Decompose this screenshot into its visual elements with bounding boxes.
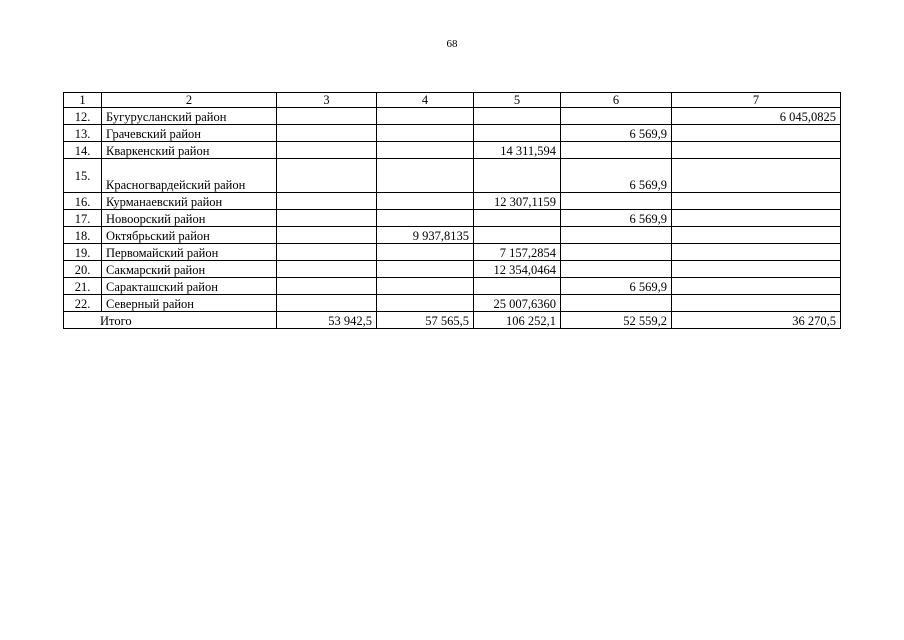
district-name: Грачевский район bbox=[102, 125, 277, 142]
row-number: 21. bbox=[64, 278, 102, 295]
value-cell: 12 354,0464 bbox=[474, 261, 561, 278]
value-cell bbox=[377, 244, 474, 261]
row-number: 14. bbox=[64, 142, 102, 159]
value-cell bbox=[277, 278, 377, 295]
row-number: 19. bbox=[64, 244, 102, 261]
value-cell bbox=[672, 159, 841, 193]
value-cell bbox=[561, 108, 672, 125]
row-number: 20. bbox=[64, 261, 102, 278]
value-cell bbox=[672, 210, 841, 227]
value-cell bbox=[277, 142, 377, 159]
data-table bbox=[63, 92, 841, 329]
value-cell: 14 311,594 bbox=[474, 142, 561, 159]
value-cell bbox=[377, 125, 474, 142]
district-name: Кваркенский район bbox=[102, 142, 277, 159]
value-cell bbox=[277, 261, 377, 278]
table-row bbox=[64, 108, 841, 125]
value-cell: 6 569,9 bbox=[561, 125, 672, 142]
table-row bbox=[64, 193, 841, 210]
value-cell bbox=[377, 210, 474, 227]
table-row bbox=[64, 261, 841, 278]
row-number: 13. bbox=[64, 125, 102, 142]
district-name: Сакмарский район bbox=[102, 261, 277, 278]
value-cell: 12 307,1159 bbox=[474, 193, 561, 210]
district-name: Октябрьский район bbox=[102, 227, 277, 244]
value-cell bbox=[277, 244, 377, 261]
value-cell bbox=[474, 278, 561, 295]
district-name: Саракташский район bbox=[102, 278, 277, 295]
column-header: 3 bbox=[277, 93, 377, 108]
value-cell bbox=[277, 227, 377, 244]
value-cell: 7 157,2854 bbox=[474, 244, 561, 261]
table-row bbox=[64, 142, 841, 159]
value-cell bbox=[377, 278, 474, 295]
value-cell bbox=[672, 142, 841, 159]
value-cell bbox=[474, 210, 561, 227]
value-cell bbox=[377, 142, 474, 159]
row-number: 18. bbox=[64, 227, 102, 244]
value-cell bbox=[561, 193, 672, 210]
column-header: 4 bbox=[377, 93, 474, 108]
value-cell: 25 007,6360 bbox=[474, 295, 561, 312]
value-cell bbox=[277, 125, 377, 142]
table-row bbox=[64, 210, 841, 227]
column-header: 6 bbox=[561, 93, 672, 108]
table-row bbox=[64, 278, 841, 295]
value-cell bbox=[377, 108, 474, 125]
total-value: 106 252,1 bbox=[474, 312, 561, 329]
row-number: 22. bbox=[64, 295, 102, 312]
table-row bbox=[64, 125, 841, 142]
district-name: Новоорский район bbox=[102, 210, 277, 227]
value-cell bbox=[277, 108, 377, 125]
district-name: Северный район bbox=[102, 295, 277, 312]
column-header: 5 bbox=[474, 93, 561, 108]
district-name: Курманаевский район bbox=[102, 193, 277, 210]
district-name: Бугурусланский район bbox=[102, 108, 277, 125]
value-cell bbox=[561, 295, 672, 312]
total-label: Итого bbox=[64, 312, 277, 329]
value-cell bbox=[474, 125, 561, 142]
row-number: 17. bbox=[64, 210, 102, 227]
district-name: Красногвардейский район bbox=[102, 159, 277, 193]
value-cell bbox=[561, 261, 672, 278]
page-number: 68 bbox=[446, 38, 458, 50]
row-number: 12. bbox=[64, 108, 102, 125]
value-cell bbox=[474, 108, 561, 125]
value-cell: 6 569,9 bbox=[561, 210, 672, 227]
table-header-row bbox=[64, 93, 841, 108]
district-name: Первомайский район bbox=[102, 244, 277, 261]
table-row bbox=[64, 159, 841, 193]
value-cell bbox=[377, 261, 474, 278]
value-cell: 9 937,8135 bbox=[377, 227, 474, 244]
value-cell bbox=[672, 278, 841, 295]
value-cell bbox=[672, 244, 841, 261]
value-cell: 6 569,9 bbox=[561, 159, 672, 193]
total-row bbox=[64, 312, 841, 329]
value-cell bbox=[561, 244, 672, 261]
column-header: 1 bbox=[64, 93, 102, 108]
value-cell bbox=[672, 193, 841, 210]
table-row bbox=[64, 295, 841, 312]
row-number: 15. bbox=[64, 159, 102, 193]
value-cell bbox=[377, 159, 474, 193]
column-header: 7 bbox=[672, 93, 841, 108]
value-cell bbox=[672, 227, 841, 244]
value-cell bbox=[377, 295, 474, 312]
value-cell bbox=[672, 295, 841, 312]
table-row bbox=[64, 244, 841, 261]
value-cell bbox=[561, 227, 672, 244]
value-cell bbox=[474, 227, 561, 244]
total-value: 53 942,5 bbox=[277, 312, 377, 329]
value-cell bbox=[672, 125, 841, 142]
value-cell bbox=[277, 210, 377, 227]
total-value: 57 565,5 bbox=[377, 312, 474, 329]
row-number: 16. bbox=[64, 193, 102, 210]
value-cell bbox=[277, 159, 377, 193]
value-cell bbox=[672, 261, 841, 278]
value-cell bbox=[474, 159, 561, 193]
value-cell bbox=[277, 295, 377, 312]
column-header: 2 bbox=[102, 93, 277, 108]
value-cell: 6 569,9 bbox=[561, 278, 672, 295]
total-value: 36 270,5 bbox=[672, 312, 841, 329]
value-cell: 6 045,0825 bbox=[672, 108, 841, 125]
total-value: 52 559,2 bbox=[561, 312, 672, 329]
value-cell bbox=[377, 193, 474, 210]
table-row bbox=[64, 227, 841, 244]
value-cell bbox=[277, 193, 377, 210]
value-cell bbox=[561, 142, 672, 159]
